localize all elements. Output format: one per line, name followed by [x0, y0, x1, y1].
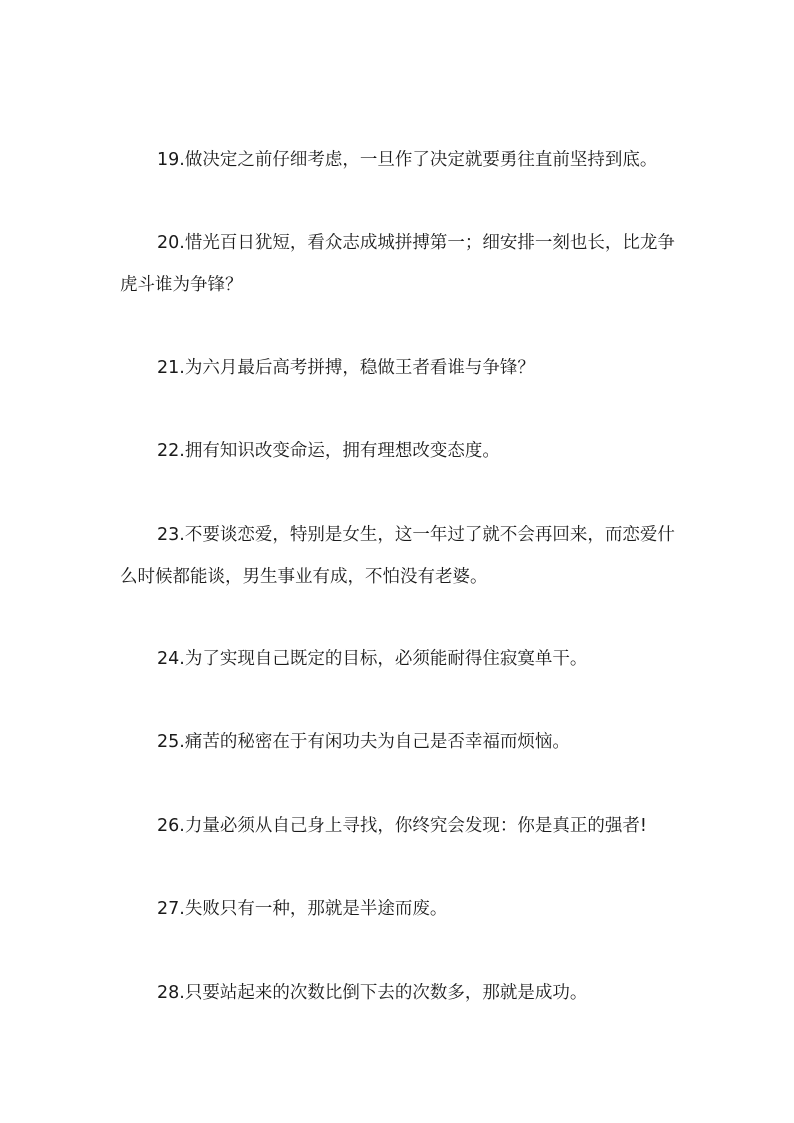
quote-paragraph-19: 19.做决定之前仔细考虑，一旦作了决定就要勇往直前坚持到底。	[157, 150, 658, 170]
quote-paragraph-27: 27.失败只有一种，那就是半途而废。	[157, 899, 448, 919]
quote-paragraph-22: 22.拥有知识改变命运，拥有理想改变态度。	[157, 441, 500, 461]
quote-paragraph-24: 24.为了实现自己既定的目标，必须能耐得住寂寞单干。	[157, 649, 588, 669]
quote-paragraph-28: 28.只要站起来的次数比倒下去的次数多，那就是成功。	[157, 983, 588, 1003]
quote-paragraph-23: 23.不要谈恋爱，特别是女生，这一年过了就不会再回来，而恋爱什么时候都能谈，男生事业有成，不怕没有老婆。	[120, 525, 675, 587]
quote-paragraph-26: 26.力量必须从自己身上寻找，你终究会发现：你是真正的强者!	[157, 816, 647, 836]
quote-paragraph-21: 21.为六月最后高考拼搏，稳做王者看谁与争锋？	[157, 358, 535, 378]
quote-paragraph-25: 25.痛苦的秘密在于有闲功夫为自己是否幸福而烦恼。	[157, 732, 570, 752]
quote-paragraph-20: 20.惜光百日犹短，看众志成城拼搏第一；细安排一刻也长，比龙争虎斗谁为争锋？	[120, 233, 675, 295]
